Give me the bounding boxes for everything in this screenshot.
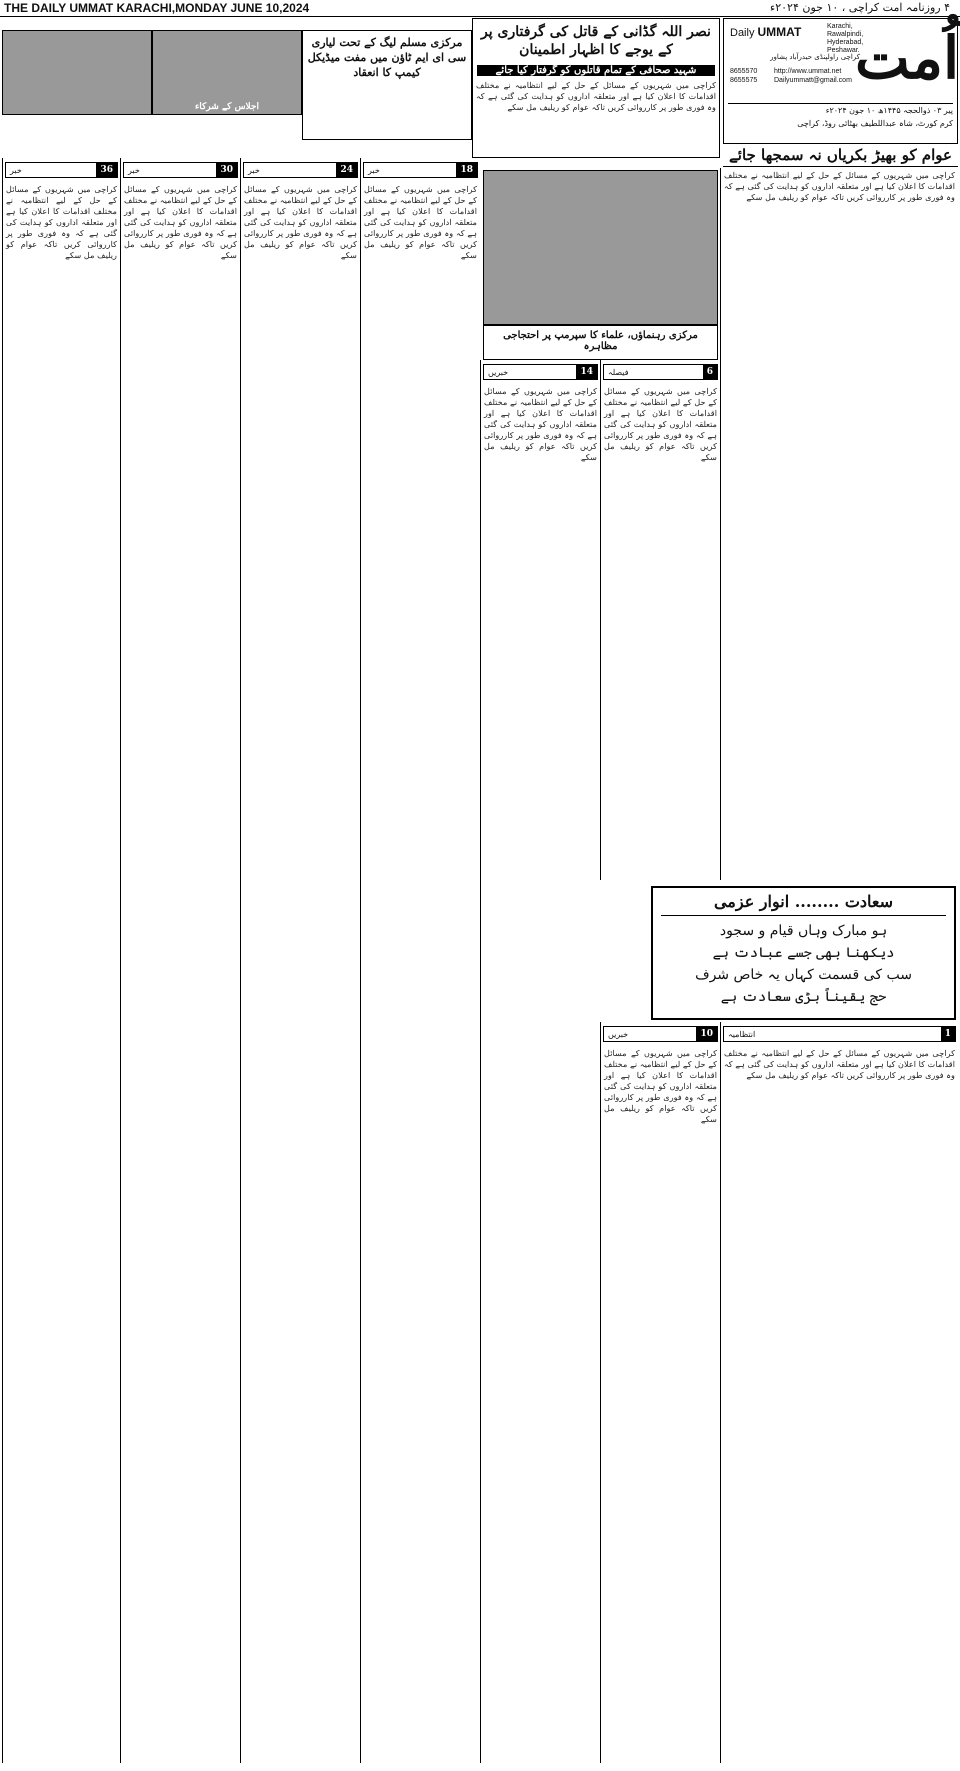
section-header [123, 162, 238, 178]
section-label: خبر [10, 165, 22, 175]
section-number: 6 [703, 365, 717, 379]
section-label: خبر [368, 165, 380, 175]
section-number: 14 [576, 365, 597, 379]
top-bar [0, 0, 960, 17]
column-1 [2, 158, 120, 1763]
protest-caption: مرکزی رہنماؤں، علماء کا سپرمپ پر احتجاجی مظاہرہ [503, 330, 698, 352]
ummat-logo [854, 23, 960, 93]
poem-box [651, 886, 956, 1020]
column-7 [600, 1022, 720, 1763]
english-title: THE DAILY UMMAT KARACHI,MONDAY JUNE 10,2024 [4, 1, 310, 15]
section-number: 10 [696, 1027, 717, 1041]
column-5 [480, 360, 600, 1763]
editorial-text: کراچی میں شہریوں کے مسائل کے حل کے لیے انتظامیہ نے مختلف اقدامات کا اعلان کیا ہے اور متعلقہ اداروں کو ہدایت کی گئی ہے کہ وہ فوری طور پر کارروائی کریں تاکہ عوام کو ریلیف مل سکے [724, 170, 955, 202]
city: Rawalpindi, [827, 31, 864, 38]
section-label: خبر [128, 165, 140, 175]
urdu-title: ۴ روزنامہ امت کراچی ، ۱۰ جون ۲۰۲۴ء [770, 1, 950, 14]
email-link[interactable]: Dailyummatt@gmail.com [774, 77, 852, 84]
section-label: خبر [248, 165, 260, 175]
lead-body: کراچی میں شہریوں کے مسائل کے حل کے لیے انتظامیہ نے مختلف اقدامات کا اعلان کیا ہے اور متعلقہ اداروں کو ہدایت کی گئی ہے کہ وہ فوری طور پر کارروائی کریں تاکہ عوام کو ریلیف مل سکے [476, 80, 716, 112]
phone: 8655575 [730, 77, 758, 84]
phones [730, 67, 757, 85]
column-text: کراچی میں شہریوں کے مسائل کے حل کے لیے انتظامیہ نے مختلف اقدامات کا اعلان کیا ہے اور متعلقہ اداروں کو ہدایت کی گئی ہے کہ وہ فوری طور پر کارروائی کریں تاکہ عوام کو ریلیف مل سکے [244, 184, 357, 260]
website-link[interactable]: http://www.ummat.net [774, 68, 842, 75]
section-label: خبریں [608, 1029, 629, 1039]
lead-story [472, 18, 720, 158]
section-number: 1 [941, 1027, 955, 1041]
section-header [243, 162, 358, 178]
column-text: کراچی میں شہریوں کے مسائل کے حل کے لیے انتظامیہ نے مختلف اقدامات کا اعلان کیا ہے اور متعلقہ اداروں کو ہدایت کی گئی ہے کہ وہ فوری طور پر کارروائی کریں تاکہ عوام کو ریلیف مل سکے [364, 184, 477, 260]
urdu-cities: کراچی راولپنڈی حیدرآباد پشاور [770, 53, 860, 61]
daily-label: Daily [730, 27, 755, 39]
column-text: کراچی میں شہریوں کے مسائل کے حل کے لیے انتظامیہ نے مختلف اقدامات کا اعلان کیا ہے اور متعلقہ اداروں کو ہدایت کی گئی ہے کہ وہ فوری طور پر کارروائی کریں تاکہ عوام کو ریلیف مل سکے [604, 386, 717, 462]
poem-line: حج یقیناً بڑی سعادت ہے [720, 989, 887, 1005]
column-text: کراچی میں شہریوں کے مسائل کے حل کے لیے انتظامیہ نے مختلف اقدامات کا اعلان کیا ہے اور متعلقہ اداروں کو ہدایت کی گئی ہے کہ وہ فوری طور پر کارروائی کریں تاکہ عوام کو ریلیف مل سکے [124, 184, 237, 260]
section-number: 18 [456, 163, 477, 177]
editorial-title: عوام کو بھیڑ بکریاں نہ سمجھا جائے [723, 146, 958, 167]
column-2 [120, 158, 240, 1763]
section-label: خبریں [488, 367, 509, 377]
section-number: 24 [336, 163, 357, 177]
section-header [5, 162, 118, 178]
poem-line: ہو مبارک وہاں قیام و سجود [719, 923, 888, 939]
section-header [603, 364, 718, 380]
city: Peshawar. [827, 47, 860, 54]
column-text: کراچی میں شہریوں کے مسائل کے حل کے لیے انتظامیہ نے مختلف اقدامات کا اعلان کیا ہے اور متعلقہ اداروں کو ہدایت کی گئی ہے کہ وہ فوری طور پر کارروائی کریں تاکہ عوام کو ریلیف مل سکے [6, 184, 117, 260]
logo-text: اُمت [854, 24, 960, 92]
column-text: کراچی میں شہریوں کے مسائل کے حل کے لیے انتظامیہ نے مختلف اقدامات کا اعلان کیا ہے اور متعلقہ اداروں کو ہدایت کی گئی ہے کہ وہ فوری طور پر کارروائی کریں تاکہ عوام کو ریلیف مل سکے [484, 386, 597, 462]
section-header [603, 1026, 718, 1042]
section-header [483, 364, 598, 380]
editorial-column [720, 168, 958, 880]
protest-photo [483, 170, 718, 325]
city: Hyderabad, [827, 39, 864, 46]
mast-daily [730, 25, 801, 39]
date-line: پیر ۰۳ ذوالحجہ ۱۴۴۵ھ ۱۰ جون ۲۰۲۴ء [728, 103, 953, 115]
section-label: فیصلہ [608, 367, 629, 377]
section-label: انتظامیہ [728, 1029, 756, 1039]
lead-headline: نصر اللہ گڈانی کے قاتل کی گرفتاری پر کے یوجے کا اظہار اطمینان [481, 24, 711, 58]
brand-label: UMMAT [757, 25, 802, 39]
news-photo [152, 30, 302, 115]
address-line: کرم کورٹ، شاہ عبداللطیف بھٹائی روڈ، کراچی [797, 119, 953, 128]
column-4 [360, 158, 480, 1763]
section-header [363, 162, 478, 178]
web-info [774, 67, 852, 85]
photo-caption: مرکزی مسلم لیگ کے تحت لیاری سی ای ایم ٹاؤن میں مفت میڈیکل کیمپ کا انعقاد [307, 36, 467, 79]
city: Karachi, [827, 23, 853, 30]
section-header [723, 1026, 956, 1042]
poem-line: دیکھنا بھی جسے عبادت ہے [712, 945, 895, 961]
phone: 8655570 [730, 68, 758, 75]
column-text: کراچی میں شہریوں کے مسائل کے حل کے لیے انتظامیہ نے مختلف اقدامات کا اعلان کیا ہے اور متعلقہ اداروں کو ہدایت کی گئی ہے کہ وہ فوری طور پر کارروائی کریں تاکہ عوام کو ریلیف مل سکے [724, 1048, 955, 1080]
poem-line: سب کی قسمت کہاں یہ خاص شرف [695, 967, 912, 983]
masthead [723, 18, 958, 144]
column-6 [600, 360, 720, 880]
column-3 [240, 158, 360, 1763]
news-photo [2, 30, 152, 115]
column-text: کراچی میں شہریوں کے مسائل کے حل کے لیے انتظامیہ نے مختلف اقدامات کا اعلان کیا ہے اور متعلقہ اداروں کو ہدایت کی گئی ہے کہ وہ فوری طور پر کارروائی کریں تاکہ عوام کو ریلیف مل سکے [604, 1048, 717, 1124]
poem-title: سعادت ........ انوار عزمی [661, 892, 946, 916]
section-number: 30 [216, 163, 237, 177]
lead-subhead: شہید صحافی کے تمام قاتلوں کو گرفتار کیا جائے [477, 65, 715, 76]
section-number: 36 [96, 163, 117, 177]
column-8 [720, 1022, 958, 1763]
photo-caption-box [302, 30, 472, 140]
photo-caption: اجلاس کے شرکاء [194, 102, 259, 112]
protest-caption-box [483, 325, 718, 360]
